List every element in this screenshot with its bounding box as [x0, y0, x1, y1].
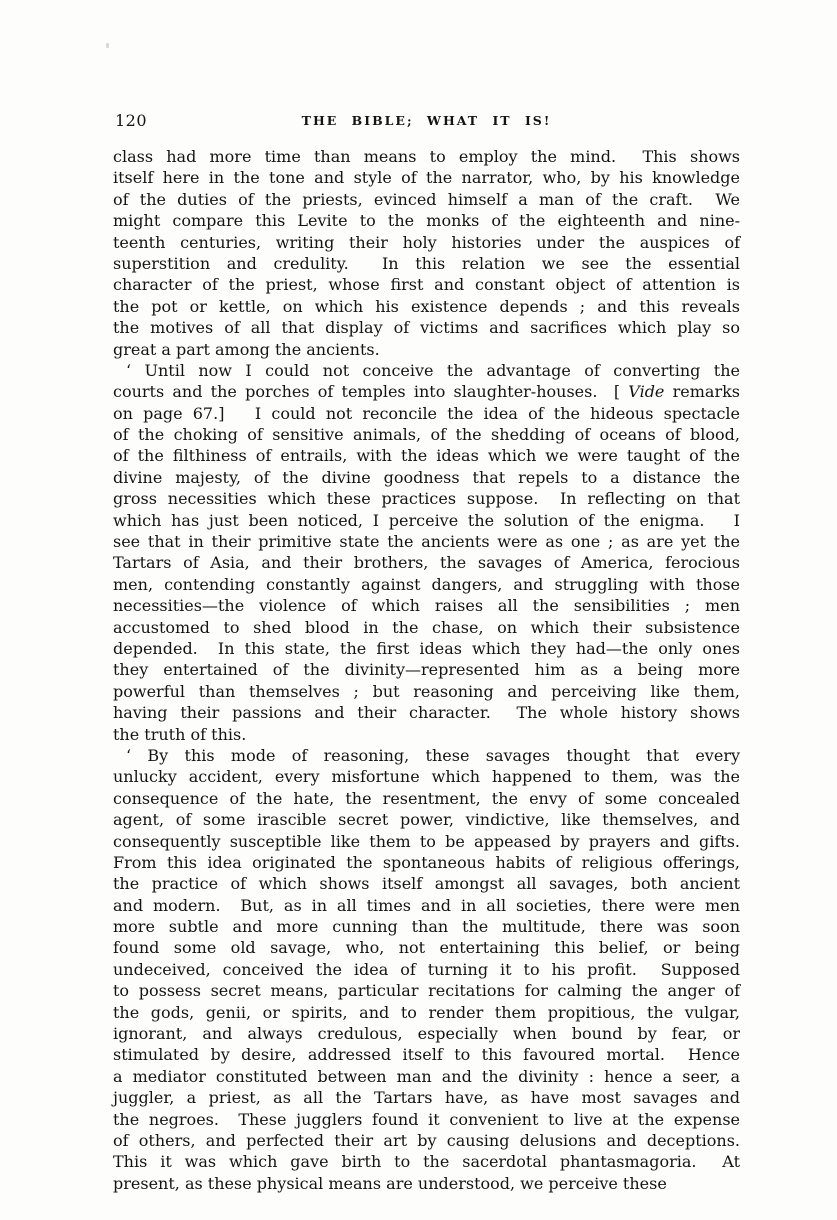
- text-line: of the choking of sensitive animals, of the shedding of oceans of blood,: [113, 425, 740, 445]
- page-number: 120: [115, 111, 148, 130]
- paragraph: [113, 745, 740, 1194]
- text-line: Tartars of Asia, and their brothers, the savages of America, ferocious: [113, 553, 740, 573]
- text-line: powerful than themselves ; but reasoning and perceiving like them,: [113, 681, 740, 701]
- text-line: to possess secret means, particular recitations for calming the anger of: [113, 981, 740, 1001]
- text-line: juggler, a priest, as all the Tartars have, as have most savages and: [113, 1088, 740, 1108]
- text-line: great a part among the ancients.: [113, 339, 380, 359]
- text-line: the pot or kettle, on which his existence depends ; and this reveals: [113, 296, 740, 316]
- text-line: present, as these physical means are understood, we perceive these: [113, 1173, 667, 1193]
- text-line: of the duties of the priests, evinced himself a man of the craft. We: [113, 189, 740, 209]
- paragraph: [113, 146, 740, 360]
- text-line: depended. In this state, the first ideas which they had—the only ones: [113, 638, 740, 658]
- scan-speck: [106, 43, 109, 48]
- text-line: having their passions and their character. The whole history shows: [113, 703, 740, 723]
- text-line: the motives of all that display of victims and sacrifices which play so: [113, 318, 740, 338]
- text-line: accustomed to shed blood in the chase, on which their subsistence: [113, 617, 740, 637]
- text-line: divine majesty, of the divine goodness that repels to a distance the: [113, 467, 740, 487]
- text-line: This it was which gave birth to the sacerdotal phantasmagoria. At: [113, 1152, 740, 1172]
- text-line: more subtle and more cunning than the multitude, there was soon: [113, 917, 740, 937]
- page-header: [113, 110, 740, 132]
- text-line: undeceived, conceived the idea of turning it to his profit. Supposed: [113, 959, 740, 979]
- text-line: on page 67.] I could not reconcile the idea of the hideous spectacle: [113, 403, 740, 423]
- text-line: courts and the porches of temples into slaughter-houses. [ Vide remarks: [113, 382, 740, 402]
- text-line: consequence of the hate, the resentment, the envy of some concealed: [113, 788, 740, 808]
- text-line: gross necessities which these practices suppose. In reflecting on that: [113, 489, 740, 509]
- text-line: unlucky accident, every misfortune which happened to them, was the: [113, 767, 740, 787]
- text-line: class had more time than means to employ the mind. This shows: [113, 147, 740, 166]
- text-line: might compare this Levite to the monks of the eighteenth and nine-: [113, 211, 740, 231]
- text-line: character of the priest, whose first and constant object of attention is: [113, 275, 740, 295]
- running-title: THE BIBLE; WHAT IT IS!: [301, 113, 552, 128]
- text-line: the negroes. These jugglers found it convenient to live at the expense: [113, 1109, 740, 1129]
- text-line: itself here in the tone and style of the narrator, who, by his knowledge: [113, 168, 740, 188]
- text-line: the gods, genii, or spirits, and to render them propitious, the vulgar,: [113, 1002, 740, 1022]
- text-line: teenth centuries, writing their holy histories under the auspices of: [113, 232, 740, 252]
- text-line: stimulated by desire, addressed itself to this favoured mortal. Hence: [113, 1045, 740, 1065]
- text-line: agent, of some irascible secret power, vindictive, like themselves, and: [113, 810, 740, 830]
- text-line: men, contending constantly against dangers, and struggling with those: [113, 574, 740, 594]
- text-column: [113, 146, 740, 1194]
- text-line: found some old savage, who, not entertaining this belief, or being: [113, 938, 740, 958]
- text-line: which has just been noticed, I perceive the solution of the enigma. I: [113, 510, 740, 530]
- text-line: of others, and perfected their art by causing delusions and deceptions.: [113, 1130, 740, 1150]
- paragraph: [113, 360, 740, 745]
- text-line: they entertained of the divinity—represented him as a being more: [113, 660, 740, 680]
- text-line: From this idea originated the spontaneous habits of religious offerings,: [113, 852, 740, 872]
- text-line: ignorant, and always credulous, especially when bound by fear, or: [113, 1024, 740, 1044]
- text-line: a mediator constituted between man and the divinity : hence a seer, a: [113, 1066, 740, 1086]
- text-line: necessities—the violence of which raises all the sensibilities ; men: [113, 596, 740, 616]
- text-line: superstition and credulity. In this relation we see the essential: [113, 253, 740, 273]
- text-line: the practice of which shows itself amongst all savages, both ancient: [113, 874, 740, 894]
- text-line: of the filthiness of entrails, with the ideas which we were taught of the: [113, 446, 740, 466]
- text-line: consequently susceptible like them to be appeased by prayers and gifts.: [113, 831, 740, 851]
- text-line: see that in their primitive state the ancients were as one ; as are yet the: [113, 532, 740, 552]
- text-line: and modern. But, as in all times and in all societies, there were men: [113, 895, 740, 915]
- text-line: the truth of this.: [113, 724, 247, 744]
- text-line: ‘ Until now I could not conceive the advantage of converting the: [126, 360, 740, 380]
- text-line: ‘ By this mode of reasoning, these savages thought that every: [126, 745, 740, 765]
